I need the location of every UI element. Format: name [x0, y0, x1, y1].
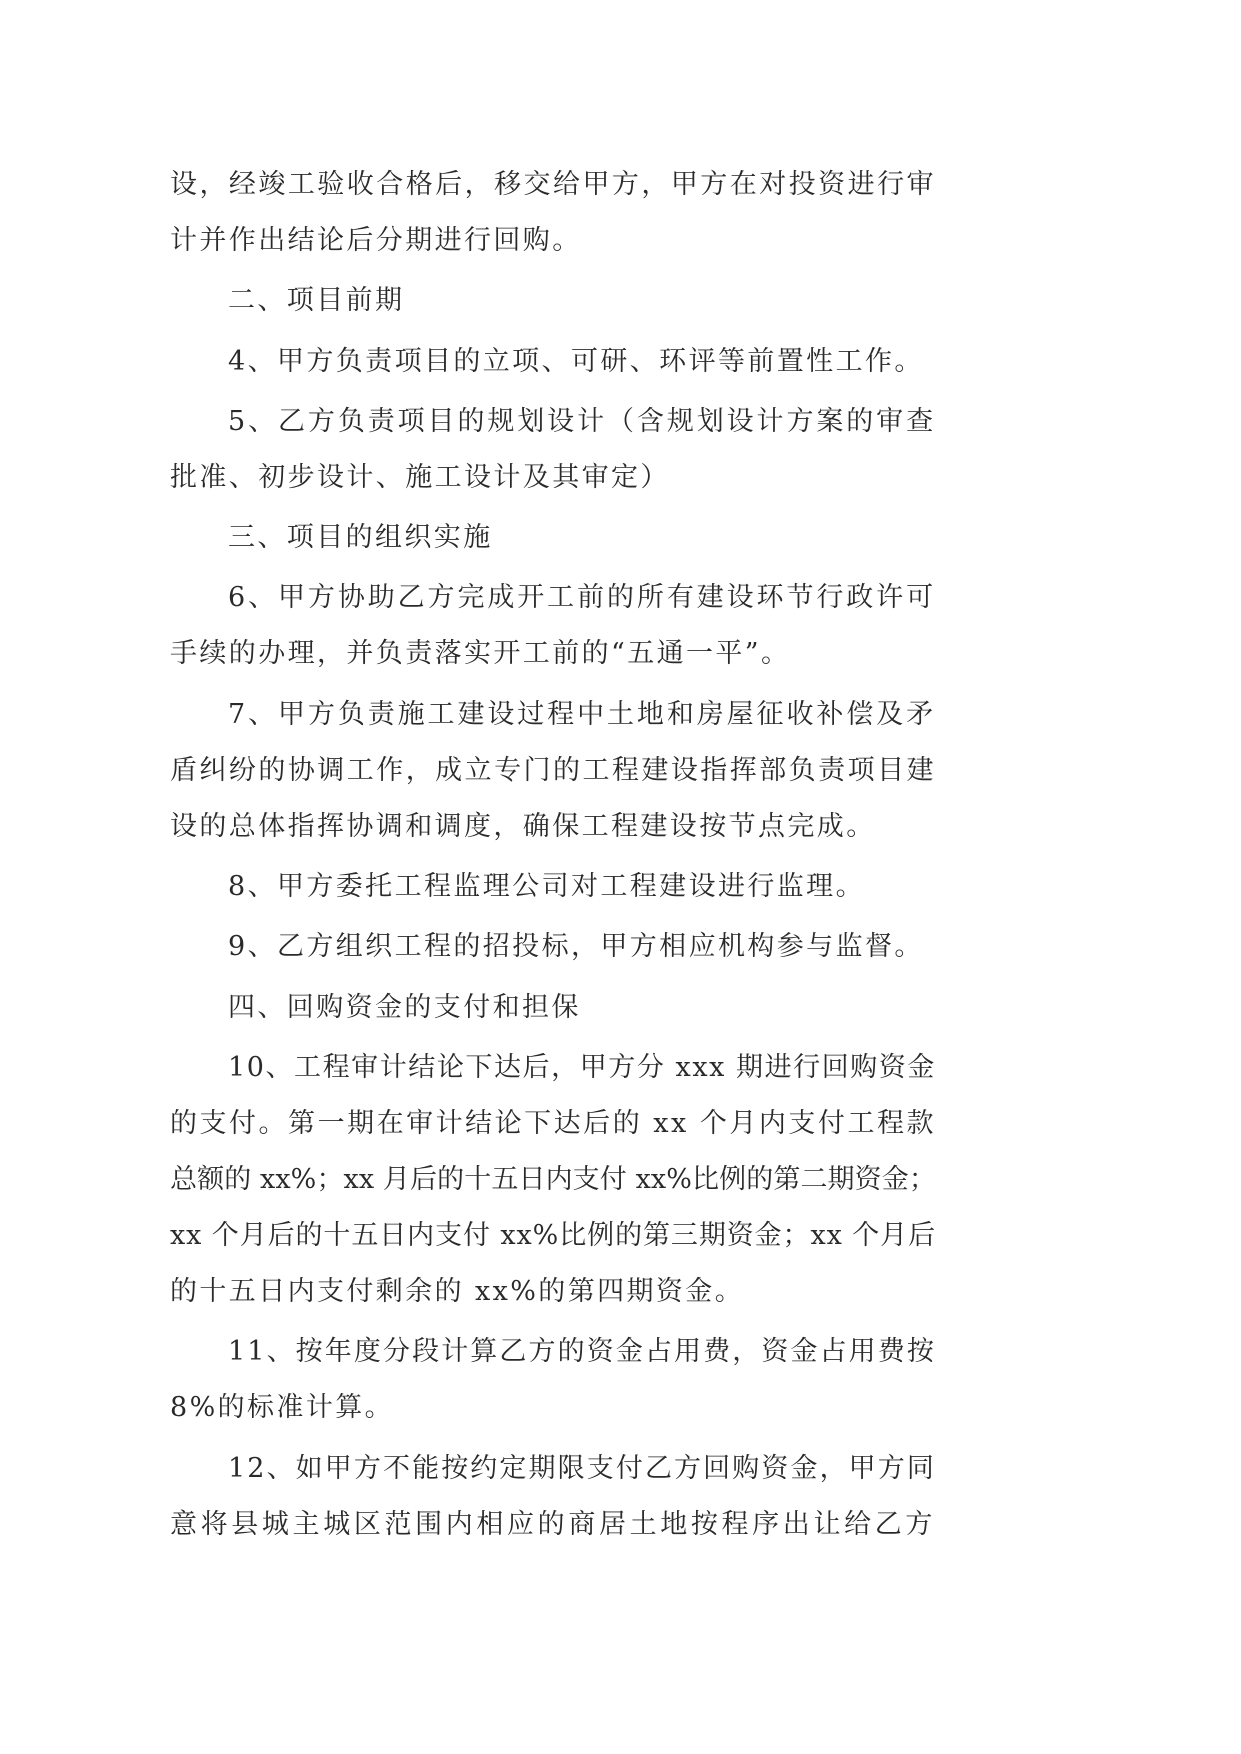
text-line: 设，经竣工验收合格后，移交给甲方，甲方在对投资进行审: [170, 169, 936, 200]
text-row: [170, 1441, 936, 1497]
text-row: [170, 1324, 936, 1380]
text-row: [170, 626, 936, 682]
text-line: 5、乙方负责项目的规划设计（含规划设计方案的审查: [228, 405, 936, 437]
text-row: [170, 687, 936, 743]
text-line: 12、如甲方不能按约定期限支付乙方回购资金，甲方同: [228, 1452, 936, 1484]
text-row: [170, 743, 936, 799]
text-line: xx 个月后的十五日内支付 xx%比例的第三期资金；xx 个月后: [170, 1219, 936, 1251]
text-row: [170, 859, 936, 915]
continued-paragraph: [170, 157, 936, 269]
text-row: [170, 1208, 936, 1264]
text-row: [170, 980, 936, 1036]
text-row: [170, 570, 936, 626]
text-line: 批准、初步设计、施工设计及其审定）: [170, 461, 670, 493]
text-line: 10、工程审计结论下达后，甲方分 xxx 期进行回购资金: [228, 1051, 936, 1083]
text-row: [170, 394, 936, 450]
text-line: 6、甲方协助乙方完成开工前的所有建设环节行政许可: [228, 582, 936, 614]
text-line: 4、甲方负责项目的立项、可研、环评等前置性工作。: [228, 345, 924, 377]
text-row: [170, 334, 936, 390]
text-row: [170, 919, 936, 975]
clause-paragraph: [170, 334, 936, 390]
text-row: [170, 1264, 936, 1320]
clause-paragraph: [170, 1040, 936, 1320]
clause-paragraph: [170, 394, 936, 506]
text-line: 11、按年度分段计算乙方的资金占用费，资金占用费按: [228, 1336, 936, 1368]
section-heading-text: 四、回购资金的支付和担保: [228, 991, 581, 1023]
text-line: 7、甲方负责施工建设过程中土地和房屋征收补偿及矛: [228, 698, 936, 730]
text-line: 总额的 xx%；xx 月后的十五日内支付 xx%比例的第二期资金；: [170, 1163, 936, 1195]
document-body: [170, 157, 936, 1553]
text-row: [170, 799, 936, 855]
clause-paragraph: [170, 687, 936, 855]
text-row: [170, 1497, 936, 1553]
section-heading: [170, 980, 936, 1036]
text-row: [170, 157, 936, 213]
text-line: 意将县城主城区范围内相应的商居土地按程序出让给乙方: [170, 1508, 936, 1540]
section-heading: [170, 273, 936, 329]
section-heading: [170, 510, 936, 566]
text-line: 设的总体指挥协调和调度，确保工程建设按节点完成。: [170, 810, 876, 842]
text-line: 计并作出结论后分期进行回购。: [170, 225, 582, 256]
clause-paragraph: [170, 1324, 936, 1436]
section-heading-text: 二、项目前期: [228, 285, 405, 317]
clause-paragraph: [170, 570, 936, 682]
text-row: [170, 1040, 936, 1096]
text-line: 盾纠纷的协调工作，成立专门的工程建设指挥部负责项目建: [170, 754, 936, 786]
text-line: 手续的办理，并负责落实开工前的“五通一平”。: [170, 638, 791, 670]
clause-paragraph: [170, 919, 936, 975]
text-row: [170, 213, 936, 269]
text-row: [170, 1152, 936, 1208]
text-row: [170, 450, 936, 506]
text-row: [170, 273, 936, 329]
text-line: 的支付。第一期在审计结论下达后的 xx 个月内支付工程款: [170, 1107, 936, 1139]
text-line: 8%的标准计算。: [170, 1392, 395, 1424]
text-line: 8、甲方委托工程监理公司对工程建设进行监理。: [228, 871, 865, 903]
text-row: [170, 1380, 936, 1436]
clause-paragraph: [170, 859, 936, 915]
text-row: [170, 510, 936, 566]
text-row: [170, 1096, 936, 1152]
clause-paragraph: [170, 1441, 936, 1553]
text-line: 9、乙方组织工程的招投标，甲方相应机构参与监督。: [228, 931, 924, 963]
text-line: 的十五日内支付剩余的 xx%的第四期资金。: [170, 1275, 745, 1307]
section-heading-text: 三、项目的组织实施: [228, 522, 493, 554]
